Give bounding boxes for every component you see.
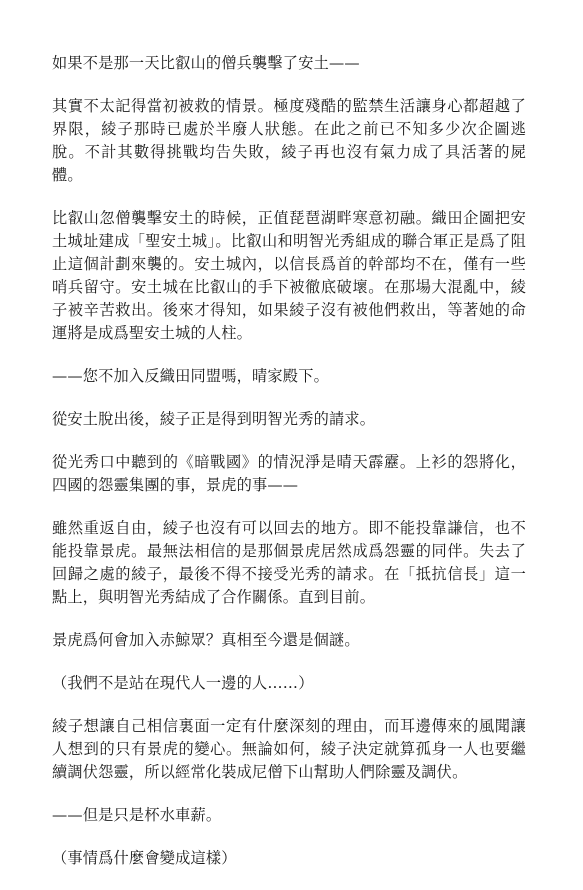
- paragraph-2: 其實不太記得當初被救的情景。極度殘酷的監禁生活讓身心都超越了界限，綾子那時已處於半廢人狀態。在此之前已不知多少次企圖逃脫。不計其數得挑戰均告失敗，綾子再也沒有氣力成了具活著的屍體。: [52, 97, 526, 184]
- paragraph-8: 景虎爲何會加入赤鯨眾？真相至今還是個謎。: [52, 631, 360, 649]
- paragraph-12: （事情爲什麼會變成這樣）: [52, 849, 237, 867]
- document-page: [52, 52, 526, 890]
- paragraph-4: ——您不加入反織田同盟嗎，晴家殿下。: [52, 367, 329, 385]
- paragraph-7: 雖然重返自由，綾子也沒有可以回去的地方。即不能投靠謙信，也不能投靠景虎。最無法相信的是那個景虎居然成爲怨靈的同伴。失去了回歸之處的綾子，最後不得不接受光秀的請求。在「抵抗信長」這一點上，與明智光秀結成了合作關係。直到目前。: [52, 519, 526, 606]
- paragraph-9: （我們不是站在現代人一邊的人……）: [52, 674, 314, 692]
- paragraph-6: 從光秀口中聽到的《暗戰國》的情況淨是晴天霹靂。上衫的怨將化，四國的怨靈集團的事，景虎的事——: [52, 453, 526, 494]
- paragraph-3: 比叡山忽僧襲擊安土的時候，正值琵琶湖畔寒意初融。織田企圖把安土城址建成「聖安土城」。比叡山和明智光秀組成的聯合軍正是爲了阻止這個計劃來襲的。安土城內，以信長爲首的幹部均不在，僅有一些哨兵留守。安土城在比叡山的手下被徹底破壞。在那場大混亂中，綾子被辛苦救出。後來才得知，如果綾子沒有被他們救出，等著她的命運將是成爲聖安土城的人柱。: [52, 209, 526, 342]
- paragraph-10: 綾子想讓自己相信裏面一定有什麼深刻的理由，而耳邊傳來的風聞讓人想到的只有景虎的變心。無論如何，綾子決定就算孤身一人也要繼續調伏怨靈，所以經常化裝成尼僧下山幫助人們除靈及調伏。: [52, 717, 526, 781]
- paragraph-5: 從安土脫出後，綾子正是得到明智光秀的請求。: [52, 410, 376, 428]
- paragraph-1: 如果不是那一天比叡山的僧兵襲擊了安土——: [52, 54, 360, 72]
- paragraph-11: ——但是只是杯水車薪。: [52, 806, 222, 824]
